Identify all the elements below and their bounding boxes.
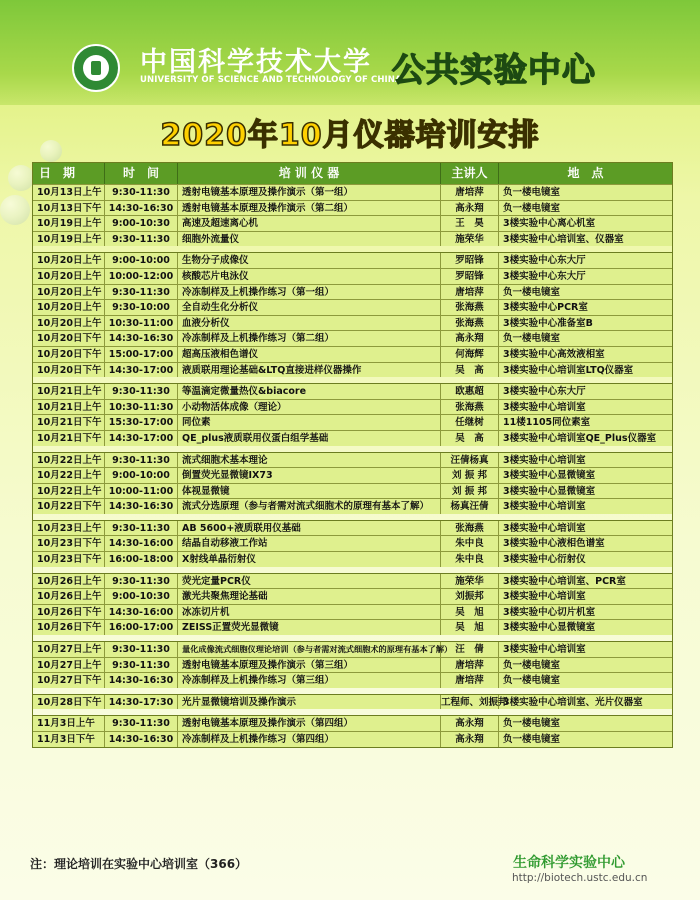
cell-time: 14:30-17:30: [105, 695, 178, 710]
cell-date: 10月22日下午: [33, 499, 105, 514]
cell-instrument: 流式分选原理（参与者需对流式细胞术的原理有基本了解）: [178, 499, 441, 514]
table-row: [33, 268, 672, 284]
cell-date: 10月27日上午: [33, 642, 105, 657]
cell-date: 11月3日下午: [33, 732, 105, 747]
table-row: [33, 604, 672, 620]
cell-time: 9:00-10:00: [105, 253, 178, 268]
cell-time: 9:30-11:30: [105, 285, 178, 300]
cell-time: 9:30-11:30: [105, 574, 178, 589]
table-row: [33, 535, 672, 551]
cell-instrument: 冷冻制样及上机操作练习（第四组）: [178, 732, 441, 747]
table-row: [33, 414, 672, 430]
cell-time: 15:00-17:00: [105, 347, 178, 362]
cell-instrument: 超高压液相色谱仪: [178, 347, 441, 362]
cell-time: 14:30-17:00: [105, 431, 178, 446]
cell-location: 3楼实验中心培训室、仪器室: [503, 233, 624, 245]
table-row: [33, 346, 672, 362]
cell-instrument: X射线单晶衍射仪: [178, 552, 441, 567]
cell-date: 10月19日上午: [33, 216, 105, 231]
cell-speaker: 汪倩杨真: [441, 453, 499, 468]
cell-instrument: 透射电镜基本原理及操作演示（第一组）: [178, 185, 441, 200]
cell-time: 10:00-12:00: [105, 269, 178, 284]
cell-speaker: 张海燕: [441, 521, 499, 536]
table-row: [33, 498, 672, 514]
cell-time: 9:00-10:30: [105, 589, 178, 604]
table-row: [33, 588, 672, 604]
cell-date: 10月27日上午: [33, 658, 105, 673]
cell-instrument: 结晶自动移液工作站: [178, 536, 441, 551]
cell-instrument: ZEISS正置荧光显微镜: [178, 620, 441, 635]
cell-speaker: 朱中良: [441, 536, 499, 551]
cell-date: 10月20日下午: [33, 347, 105, 362]
cell-location: 负一楼电镜室: [503, 734, 561, 745]
cell-time: 16:00-17:00: [105, 620, 178, 635]
table-row: [33, 399, 672, 415]
cell-instrument: 流式细胞术基本理论: [178, 453, 441, 468]
table-row: [33, 362, 672, 378]
cell-speaker: 唐培萍: [441, 673, 499, 688]
cell-location: 3楼实验中心培训室: [503, 454, 586, 466]
cell-date: 10月20日上午: [33, 300, 105, 315]
cell-date: 10月26日上午: [33, 574, 105, 589]
cell-date: 10月21日上午: [33, 384, 105, 399]
cell-time: 9:30-11:30: [105, 716, 178, 731]
cell-instrument: 同位素: [178, 415, 441, 430]
table-row: [33, 657, 672, 673]
cell-date: 10月26日上午: [33, 589, 105, 604]
cell-date: 10月20日上午: [33, 316, 105, 331]
cell-speaker: 吴 旭: [441, 605, 499, 620]
cell-instrument: 全自动生化分析仪: [178, 300, 441, 315]
university-name-cn: 中国科学技术大学: [140, 47, 372, 78]
table-row: [33, 452, 672, 468]
cell-location: 3楼实验中心培训室、光片仪器室: [503, 696, 643, 708]
cell-speaker: 张海燕: [441, 316, 499, 331]
table-row: [33, 184, 672, 200]
col-header-time: 时 间: [105, 163, 178, 184]
cell-instrument: AB 5600+液质联用仪基础: [178, 521, 441, 536]
cell-date: 10月20日上午: [33, 269, 105, 284]
cell-speaker: 任继树: [441, 415, 499, 430]
table-row: [33, 641, 672, 657]
table-row: [33, 467, 672, 483]
cell-instrument: 体视显微镜: [178, 484, 441, 499]
col-header-location: 地 点: [567, 166, 604, 180]
cell-speaker: 高永翔: [441, 716, 499, 731]
cell-date: 10月27日下午: [33, 673, 105, 688]
cell-instrument: 倒置荧光显微镜IX73: [178, 468, 441, 483]
cell-location: 3楼实验中心PCR室: [503, 302, 588, 314]
cell-instrument: 血液分析仪: [178, 316, 441, 331]
cell-location: 3楼实验中心东大厅: [503, 386, 586, 398]
cell-time: 9:30-11:30: [105, 232, 178, 247]
cell-location: 3楼实验中心高效液相室: [503, 348, 605, 360]
cell-speaker: 唐培萍: [441, 285, 499, 300]
cell-speaker: 杨真汪倩: [441, 499, 499, 514]
col-header-instrument: 培 训 仪 器: [178, 163, 441, 184]
cell-speaker: 张海燕: [441, 400, 499, 415]
cell-date: 10月26日下午: [33, 620, 105, 635]
cell-speaker: 施荣华: [441, 232, 499, 247]
cell-instrument: 液质联用理论基础&LTQ直接进样仪器操作: [178, 363, 441, 378]
cell-instrument: 核酸芯片电泳仪: [178, 269, 441, 284]
cell-time: 15:30-17:00: [105, 415, 178, 430]
table-row: [33, 200, 672, 216]
cell-location: 3楼实验中心培训室、PCR室: [503, 575, 626, 587]
cell-time: 14:30-16:30: [105, 499, 178, 514]
cell-instrument: 激光共聚焦理论基础: [178, 589, 441, 604]
cell-instrument: 等温滴定微量热仪&biacore: [178, 384, 441, 399]
cell-date: 10月13日上午: [33, 185, 105, 200]
cell-time: 14:30-16:00: [105, 605, 178, 620]
cell-instrument: 量化成像流式细胞仪理论培训（参与者需对流式细胞术的原理有基本了解）: [178, 642, 441, 657]
cell-location: 3楼实验中心显微镜室: [503, 485, 596, 497]
cell-speaker: 何海辉: [441, 347, 499, 362]
cell-time: 9:00-10:30: [105, 216, 178, 231]
cell-instrument: 冷冻制样及上机操作练习（第二组）: [178, 331, 441, 346]
cell-date: 10月23日上午: [33, 521, 105, 536]
decorative-bubble: [0, 195, 30, 225]
cell-time: 14:30-16:30: [105, 673, 178, 688]
training-schedule-table: [32, 162, 673, 748]
col-header-speaker: 主讲人: [441, 163, 499, 184]
table-row: [33, 215, 672, 231]
cell-instrument: 冰冻切片机: [178, 605, 441, 620]
cell-speaker: 吴 高: [441, 431, 499, 446]
cell-location: 负一楼电镜室: [503, 659, 561, 671]
cell-time: 9:30-11:30: [105, 384, 178, 399]
cell-speaker: 张海燕: [441, 300, 499, 315]
cell-instrument: 透射电镜基本原理及操作演示（第三组）: [178, 658, 441, 673]
cell-speaker: 刘振邦: [441, 589, 499, 604]
cell-time: 10:00-11:00: [105, 484, 178, 499]
center-title: 公共实验中心: [392, 50, 596, 89]
cell-date: 10月21日下午: [33, 415, 105, 430]
cell-location: 负一楼电镜室: [503, 187, 561, 198]
cell-time: 10:30-11:00: [105, 316, 178, 331]
cell-location: 负一楼电镜室: [503, 286, 561, 298]
cell-instrument: 冷冻制样及上机操作练习（第三组）: [178, 673, 441, 688]
page-title: 2020年10月仪器培训安排: [160, 118, 540, 153]
cell-instrument: 光片显微镜培训及操作演示: [178, 695, 441, 710]
cell-location: 3楼实验中心显微镜室: [503, 622, 596, 634]
cell-date: 10月19日上午: [33, 232, 105, 247]
cell-date: 10月22日上午: [33, 453, 105, 468]
cell-time: 9:30-11:30: [105, 185, 178, 200]
table-row: [33, 694, 672, 710]
table-row: [33, 299, 672, 315]
cell-time: 9:30-11:30: [105, 453, 178, 468]
cell-date: 10月13日下午: [33, 201, 105, 216]
cell-location: 3楼实验中心培训室: [503, 401, 586, 413]
cell-location: 11楼1105同位素室: [503, 417, 591, 429]
table-row: [33, 731, 672, 747]
cell-speaker: 罗昭锋: [441, 269, 499, 284]
cell-date: 10月21日上午: [33, 400, 105, 415]
cell-speaker: 唐培萍: [441, 185, 499, 200]
cell-location: 3楼实验中心切片机室: [503, 606, 596, 618]
cell-date: 10月23日下午: [33, 536, 105, 551]
cell-location: 3楼实验中心液相色谱室: [503, 538, 605, 550]
cell-speaker: 欧惠超: [441, 384, 499, 399]
cell-time: 14:30-16:30: [105, 732, 178, 747]
cell-time: 16:00-18:00: [105, 552, 178, 567]
cell-date: 10月20日上午: [33, 285, 105, 300]
table-row: [33, 231, 672, 247]
cell-location: 负一楼电镜室: [503, 675, 561, 687]
table-header: [33, 163, 672, 184]
cell-instrument: QE_plus液质联用仪蛋白组学基础: [178, 431, 441, 446]
cell-instrument: 小动物活体成像（理论）: [178, 400, 441, 415]
table-row: [33, 715, 672, 731]
cell-time: 9:00-10:00: [105, 468, 178, 483]
table-row: [33, 483, 672, 499]
table-row: [33, 619, 672, 635]
cell-time: 14:30-16:00: [105, 536, 178, 551]
cell-instrument: 冷冻制样及上机操作练习（第一组）: [178, 285, 441, 300]
cell-location: 3楼实验中心衍射仪: [503, 554, 586, 566]
cell-time: 9:30-11:30: [105, 658, 178, 673]
cell-date: 10月20日上午: [33, 253, 105, 268]
cell-speaker: 唐培萍: [441, 658, 499, 673]
cell-location: 3楼实验中心东大厅: [503, 270, 586, 282]
cell-date: 10月28日下午: [33, 695, 105, 710]
cell-speaker: 罗昭锋: [441, 253, 499, 268]
cell-date: 10月22日上午: [33, 484, 105, 499]
cell-date: 10月23日下午: [33, 552, 105, 567]
table-row: [33, 315, 672, 331]
cell-location: 3楼实验中心培训室: [503, 644, 586, 656]
table-row: [33, 383, 672, 399]
table-row: [33, 551, 672, 567]
cell-instrument: 高速及超速离心机: [178, 216, 441, 231]
table-row: [33, 430, 672, 446]
cell-instrument: 荧光定量PCR仪: [178, 574, 441, 589]
cell-instrument: 细胞外流量仪: [178, 232, 441, 247]
cell-time: 14:30-16:30: [105, 201, 178, 216]
table-row: [33, 284, 672, 300]
cell-date: 10月21日下午: [33, 431, 105, 446]
cell-location: 3楼实验中心培训室: [503, 501, 586, 513]
cell-speaker: 刘 振 邦: [441, 468, 499, 483]
cell-date: 10月20日下午: [33, 363, 105, 378]
center-url: http://biotech.ustc.edu.cn: [512, 872, 648, 884]
cell-location: 3楼实验中心培训室LTQ仪器室: [503, 364, 634, 376]
cell-speaker: 高永翔: [441, 732, 499, 747]
cell-location: 负一楼电镜室: [503, 202, 561, 214]
cell-speaker: 施荣华: [441, 574, 499, 589]
decorative-bubble: [8, 165, 34, 191]
cell-time: 9:30-11:30: [105, 521, 178, 536]
col-header-date: 日 期: [33, 163, 105, 184]
cell-location: 3楼实验中心离心机室: [503, 218, 596, 230]
cell-date: 10月20日下午: [33, 331, 105, 346]
cell-location: 3楼实验中心准备室B: [503, 317, 593, 329]
cell-speaker: 刘 振 邦: [441, 484, 499, 499]
table-row: [33, 330, 672, 346]
table-body: [33, 184, 672, 747]
cell-date: 11月3日上午: [33, 716, 105, 731]
cell-speaker: 高永翔: [441, 201, 499, 216]
university-name-en: UNIVERSITY OF SCIENCE AND TECHNOLOGY OF CHINA: [140, 75, 402, 85]
cell-time: 10:30-11:30: [105, 400, 178, 415]
cell-location: 3楼实验中心培训室: [503, 522, 586, 534]
center-name: 生命科学实验中心: [513, 855, 625, 871]
cell-speaker: 朱中良: [441, 552, 499, 567]
cell-time: 9:30-10:00: [105, 300, 178, 315]
cell-date: 10月26日下午: [33, 605, 105, 620]
cell-location: 负一楼电镜室: [503, 333, 561, 345]
cell-date: 10月22日上午: [33, 468, 105, 483]
cell-speaker: 王 昊: [441, 216, 499, 231]
cell-instrument: 透射电镜基本原理及操作演示（第二组）: [178, 201, 441, 216]
cell-location: 3楼实验中心东大厅: [503, 255, 586, 267]
cell-location: 3楼实验中心培训室: [503, 591, 586, 603]
cell-speaker: 吴 旭: [441, 620, 499, 635]
table-row: [33, 520, 672, 536]
cell-speaker: 吴 高: [441, 363, 499, 378]
ustc-logo: [72, 44, 120, 92]
cell-location: 3楼实验中心显微镜室: [503, 470, 596, 482]
cell-location: 负一楼电镜室: [503, 718, 561, 730]
table-row: [33, 252, 672, 268]
cell-time: 14:30-17:00: [105, 363, 178, 378]
cell-speaker: 高永翔: [441, 331, 499, 346]
footer-note: 注：理论培训在实验中心培训室（366）: [30, 857, 248, 871]
cell-instrument: 透射电镜基本原理及操作演示（第四组）: [178, 716, 441, 731]
cell-location: 3楼实验中心培训室QE_Plus仪器室: [503, 432, 657, 444]
table-row: [33, 573, 672, 589]
cell-speaker: 汪 倩: [441, 642, 499, 657]
cell-time: 9:30-11:30: [105, 642, 178, 657]
cell-time: 14:30-16:30: [105, 331, 178, 346]
cell-speaker: 工程师、刘振邦: [441, 696, 508, 708]
table-row: [33, 672, 672, 688]
cell-instrument: 生物分子成像仪: [178, 253, 441, 268]
